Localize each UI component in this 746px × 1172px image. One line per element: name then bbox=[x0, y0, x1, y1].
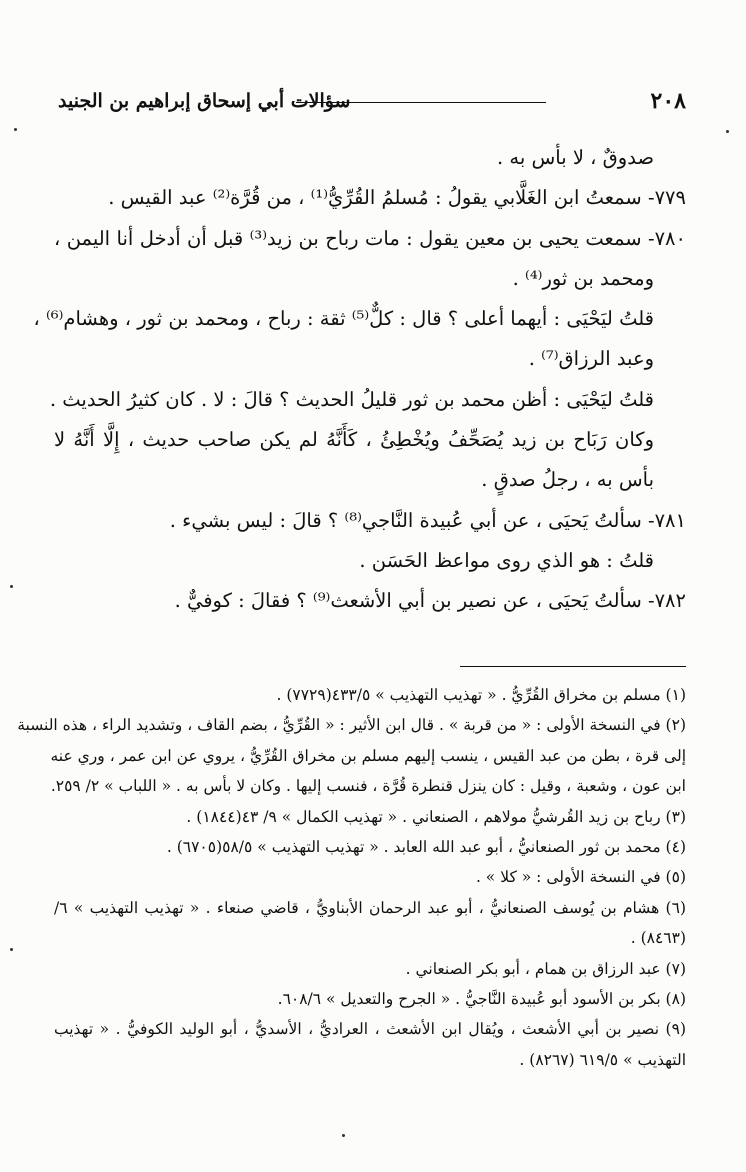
footnote-5: (٥) في النسخة الأولى : « كلا » . bbox=[475, 868, 686, 887]
footnote-6: (٦) هشام بن يُوسف الصنعانيُّ ، أبو عبد الرحمان الأبناويُّ ، قاضي صنعاء . « تهذيب التهذيب » ٦/ bbox=[54, 898, 686, 917]
footnotes bbox=[17, 680, 686, 1075]
scan-speck bbox=[726, 130, 729, 133]
text-line: قلتُ : هو الذي روى مواعظ الحَسَن . bbox=[359, 548, 654, 572]
footnote-6-cont: (٨٤٦٣) . bbox=[630, 929, 686, 948]
scan-speck bbox=[10, 585, 13, 588]
footnote-separator bbox=[460, 666, 686, 667]
footnote-7: (٧) عبد الرزاق بن همام ، أبو بكر الصنعاني . bbox=[405, 959, 686, 978]
entry-781: ٧٨١- سألتُ يَحيَى ، عن أبي عُبيدة النَّاجي⁽⁸⁾ ؟ قالَ : ليس بشيء . bbox=[169, 508, 686, 532]
text-line: وعبد الرزاق⁽⁷⁾ . bbox=[528, 347, 654, 371]
footnote-8: (٨) بكر بن الأسود أبو عُبيدة النَّاجيُّ . « الجرح والتعديل » ٦٠٨/٦. bbox=[277, 989, 686, 1008]
text-line: صدوقٌ ، لا بأس به . bbox=[497, 146, 654, 169]
footnote-1: (١) مسلم بن مخراق القُرِّيُّ . « تهذيب التهذيب » ٤٣٣/٥(٧٧٢٩) . bbox=[276, 686, 686, 704]
footnote-2-cont: إلى قرة ، بطن من عبد القيس ، ينسب إليهم مسلم بن مخراق القُرِّيُّ ، يروي عن ابن عمر ، وري عنه bbox=[50, 746, 686, 765]
entry-779: ٧٧٩- سمعتُ ابن الغَلَّابي يقولُ : مُسلمُ القُرِّيُّ⁽¹⁾ ، من قُرَّة⁽²⁾ عبد القيس . bbox=[108, 186, 686, 210]
running-header bbox=[58, 88, 686, 120]
text-line: بأس به ، رجلُ صدقٍ . bbox=[481, 468, 654, 492]
footnote-2: (٢) في النسخة الأولى : « من قربة » . قال ابن الأثير : « القُرِّيُّ ، بضم القاف ، وتشديد الراء ، هذه النسبة bbox=[17, 716, 686, 735]
scan-speck bbox=[342, 1134, 345, 1137]
scan-speck bbox=[14, 128, 17, 131]
entry-780: ٧٨٠- سمعت يحيى بن معين يقول : مات رباح بن زيد⁽³⁾ قبل أن أدخل أنا اليمن ، bbox=[54, 226, 686, 250]
text-line: وكان رَبَاح بن زيد يُصَحِّفُ ويُخْطِئُ ، كَأَنَّهُ لم يكن صاحب حديث ، إِلَّا أَنَّهُ لا bbox=[54, 428, 654, 452]
page-number: ٢٠٨ bbox=[650, 88, 686, 114]
footnote-4: (٤) محمد بن ثور الصنعانيُّ ، أبو عبد الله العابد . « تهذيب التهذيب » ٥٨/٥(٦٧٠٥) . bbox=[166, 837, 686, 856]
entry-782: ٧٨٢- سألتُ يَحيَى ، عن نصير بن أبي الأشعث⁽⁹⁾ ؟ فقالَ : كوفيٌّ . bbox=[174, 589, 686, 613]
footnote-3: (٣) رباح بن زيد القُرشيُّ مولاهم ، الصنعاني . « تهذيب الكمال » ٩/ ٤٣(١٨٤٤) . bbox=[186, 807, 686, 826]
footnote-9: (٩) نصير بن أبي الأشعث ، ويُقال ابن الأشعث ، العراديُّ ، الأسديُّ ، أبو الوليد الكوفيُّ . « تهذيب bbox=[54, 1020, 686, 1039]
main-text bbox=[33, 138, 686, 622]
scan-speck bbox=[10, 948, 13, 951]
text-line: قلتُ ليَحْيَى : أيهما أعلى ؟ قال : كلٌّ⁽⁵⁾ ثقة : رباح ، ومحمد بن ثور ، وهشام⁽⁶⁾ ، bbox=[33, 307, 654, 331]
text-line: قلتُ ليَحْيَى : أظن محمد بن ثور قليلُ الحديث ؟ قالَ : لا . كان كثيرُ الحديث . bbox=[49, 387, 654, 411]
text-line: ومحمد بن ثور⁽⁴⁾ . bbox=[512, 266, 654, 290]
footnote-9-cont: التهذيب » ٦١٩/٥ (٨٢٦٧) . bbox=[519, 1050, 686, 1069]
running-title: سؤالات أبي إسحاق إبراهيم بن الجنيد bbox=[58, 90, 351, 112]
footnote-2-cont: ابن عون ، وشعبة ، وقيل : كان ينزل قنطرة قُرَّة ، فنسب إليها . وكان لا بأس به . « اللباب » ٢/ ٢٥٩. bbox=[50, 777, 686, 796]
